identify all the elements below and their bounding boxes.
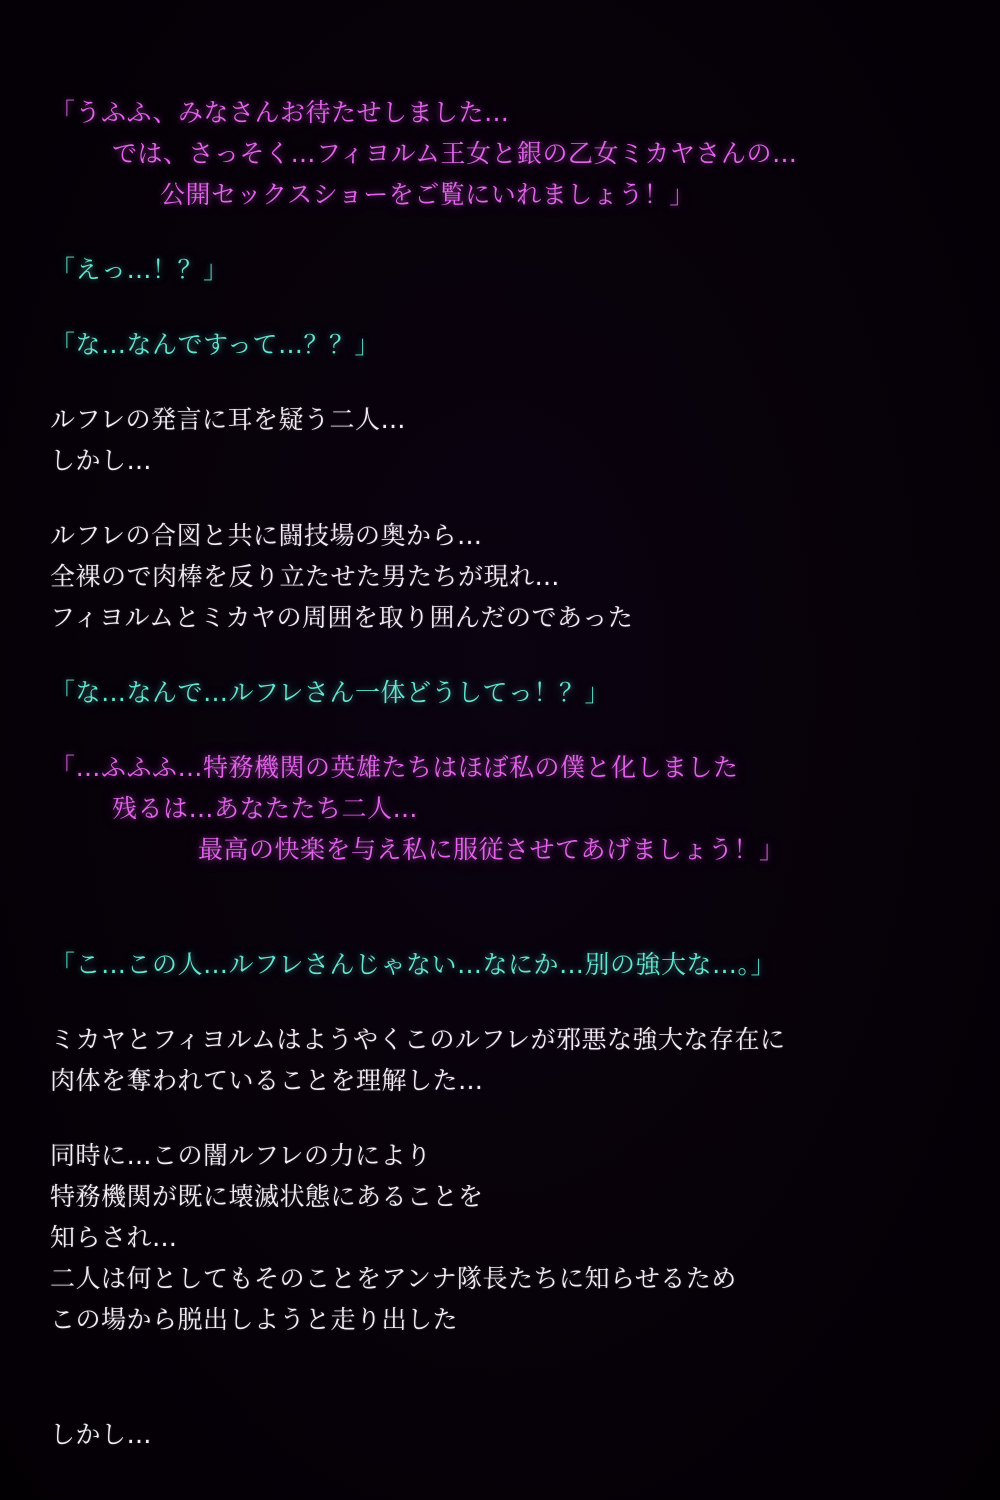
narration-however xyxy=(50,1414,950,1455)
text-line: 全裸ので肉棒を反り立たせた男たちが現れ… xyxy=(50,562,561,591)
text-line: 残るは…あなたたち二人… xyxy=(112,794,419,823)
text-line: ルフレの発言に耳を疑う二人… xyxy=(50,405,407,434)
text-line: 知らされ… xyxy=(50,1223,178,1252)
narration-escape xyxy=(50,1135,950,1340)
text-line: この場から脱出しようと走り出した xyxy=(50,1305,459,1334)
narration-disbelief xyxy=(50,399,950,481)
spacer xyxy=(50,985,950,1019)
spacer xyxy=(50,1101,950,1135)
spacer xyxy=(50,215,950,249)
dialogue-robin-opening xyxy=(50,92,950,215)
text-line: 二人は何としてもそのことをアンナ隊長たちに知らせるため xyxy=(50,1264,737,1293)
text-line: では、さっそく…フィヨルム王女と銀の乙女ミカヤさんの… xyxy=(112,139,798,168)
dialogue-not-robin xyxy=(50,944,950,985)
text-line: 「うふふ、みなさんお待たせしました… xyxy=(50,98,510,127)
text-line: しかし… xyxy=(50,1420,153,1449)
dialogue-surprise-2 xyxy=(50,324,950,365)
text-line: 「な…なんですって…？？」 xyxy=(50,330,381,359)
dialogue-robin-servants xyxy=(50,747,950,870)
spacer xyxy=(50,870,950,944)
text-line: ルフレの合図と共に闘技場の奥から… xyxy=(50,521,483,550)
text-line: 「こ…この人…ルフレさんじゃない…なにか…別の強大な…。」 xyxy=(50,950,777,979)
text-line: ミカヤとフィヨルムはようやくこのルフレが邪悪な強大な存在に xyxy=(50,1025,786,1054)
text-line: フィヨルムとミカヤの周囲を取り囲んだのであった xyxy=(50,603,634,632)
text-line: 特務機関が既に壊滅状態にあることを xyxy=(50,1182,484,1211)
text-line: 「な…なんで…ルフレさん一体どうしてっ！？」 xyxy=(50,678,611,707)
text-line: 最高の快楽を与え私に服従させてあげましょう！」 xyxy=(198,835,785,864)
spacer xyxy=(50,365,950,399)
spacer xyxy=(50,290,950,324)
text-line: 「えっ…！？」 xyxy=(50,255,229,284)
narration-men-appear xyxy=(50,515,950,638)
spacer xyxy=(50,1340,950,1414)
text-line: しかし… xyxy=(50,446,153,475)
narration-realization xyxy=(50,1019,950,1101)
text-line: 公開セックスショーをご覧にいれましょう！」 xyxy=(160,180,695,209)
text-line: 「…ふふふ…特務機関の英雄たちはほぼ私の僕と化しました xyxy=(50,753,739,782)
spacer xyxy=(50,713,950,747)
text-line: 同時に…この闇ルフレの力により xyxy=(50,1141,432,1170)
dialogue-surprise-1 xyxy=(50,249,950,290)
spacer xyxy=(50,638,950,672)
dialogue-why-robin xyxy=(50,672,950,713)
spacer xyxy=(50,481,950,515)
text-line: 肉体を奪われていることを理解した… xyxy=(50,1066,484,1095)
